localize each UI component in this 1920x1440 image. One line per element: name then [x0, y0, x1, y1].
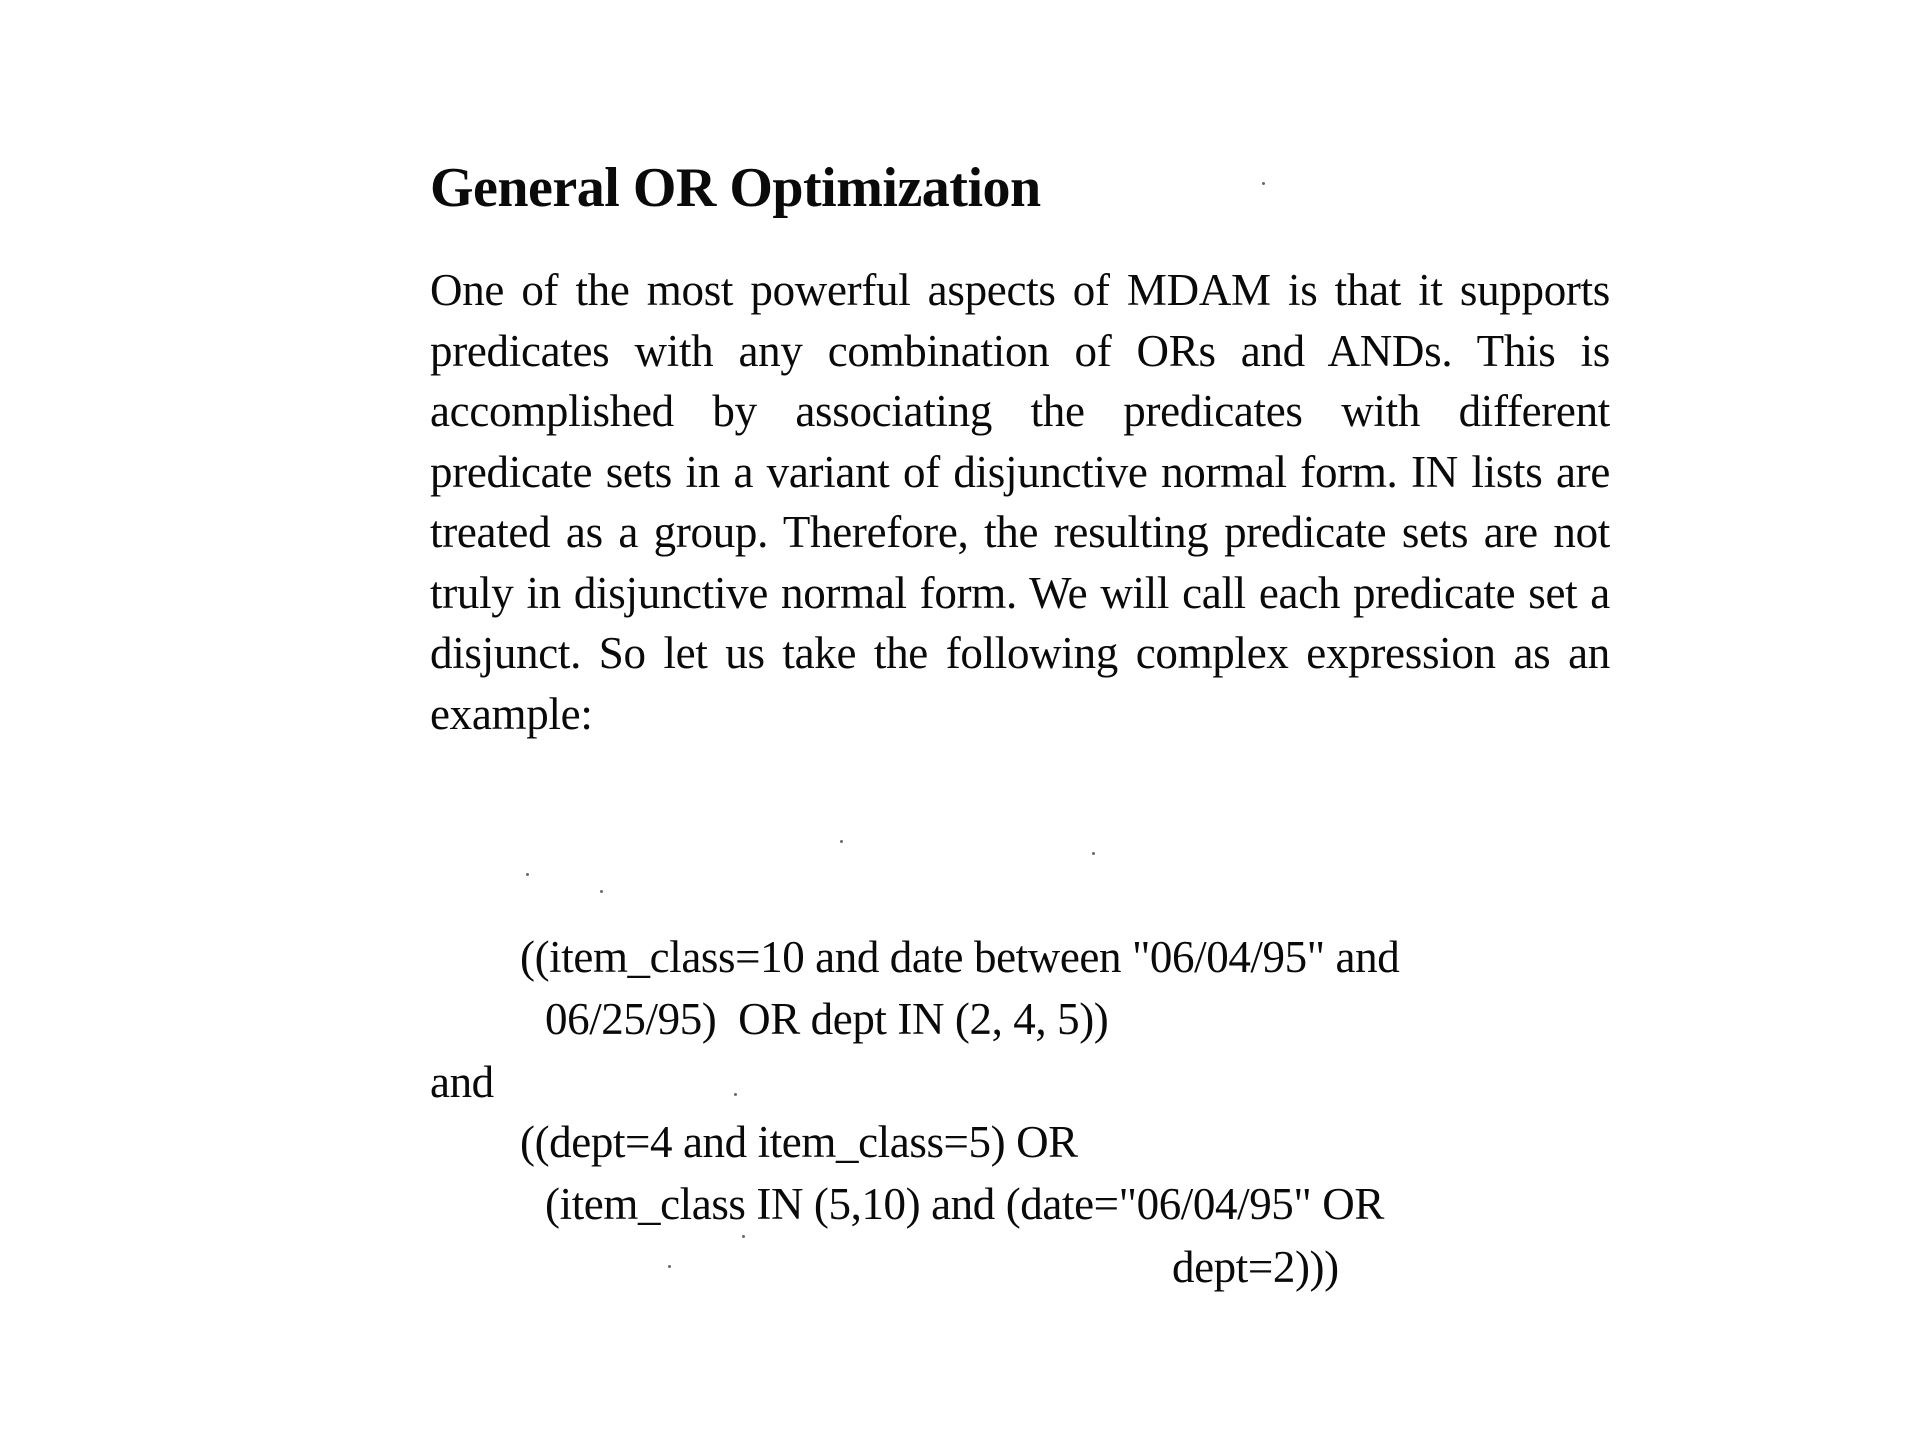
scan-speck [742, 1235, 745, 1238]
scan-speck [1262, 182, 1265, 185]
scan-speck [1092, 852, 1095, 855]
document-section [430, 157, 1610, 739]
expression-line-3: ((dept=4 and item_class=5) OR [520, 1117, 1078, 1167]
scan-speck [734, 1093, 737, 1096]
expression-line-5: dept=2))) [1172, 1242, 1339, 1292]
scan-speck [526, 873, 529, 876]
scan-speck [840, 840, 843, 843]
expression-line-1: ((item_class=10 and date between "06/04/95" and [520, 932, 1400, 982]
body-paragraph: One of the most powerful aspects of MDAM is that it supports predicates with any combination of ORs and ANDs. This is accomplished by associating the predicates with different predicate sets in a variant of disjunctive normal form. IN lists are treated as a group. Therefore, the resulting predicate sets are not truly in disjunctive normal form. We will call each predicate set a disjunct. So let us take the following complex expression as an example: [430, 265, 1610, 739]
section-heading: General OR Optimization [430, 157, 1041, 219]
expression-line-2: 06/25/95) OR dept IN (2, 4, 5)) [545, 994, 1109, 1044]
expression-line-4: (item_class IN (5,10) and (date="06/04/95" OR [545, 1179, 1384, 1229]
expression-connector-and: and [430, 1057, 494, 1107]
scan-speck [600, 890, 603, 893]
scan-speck [668, 1265, 671, 1268]
